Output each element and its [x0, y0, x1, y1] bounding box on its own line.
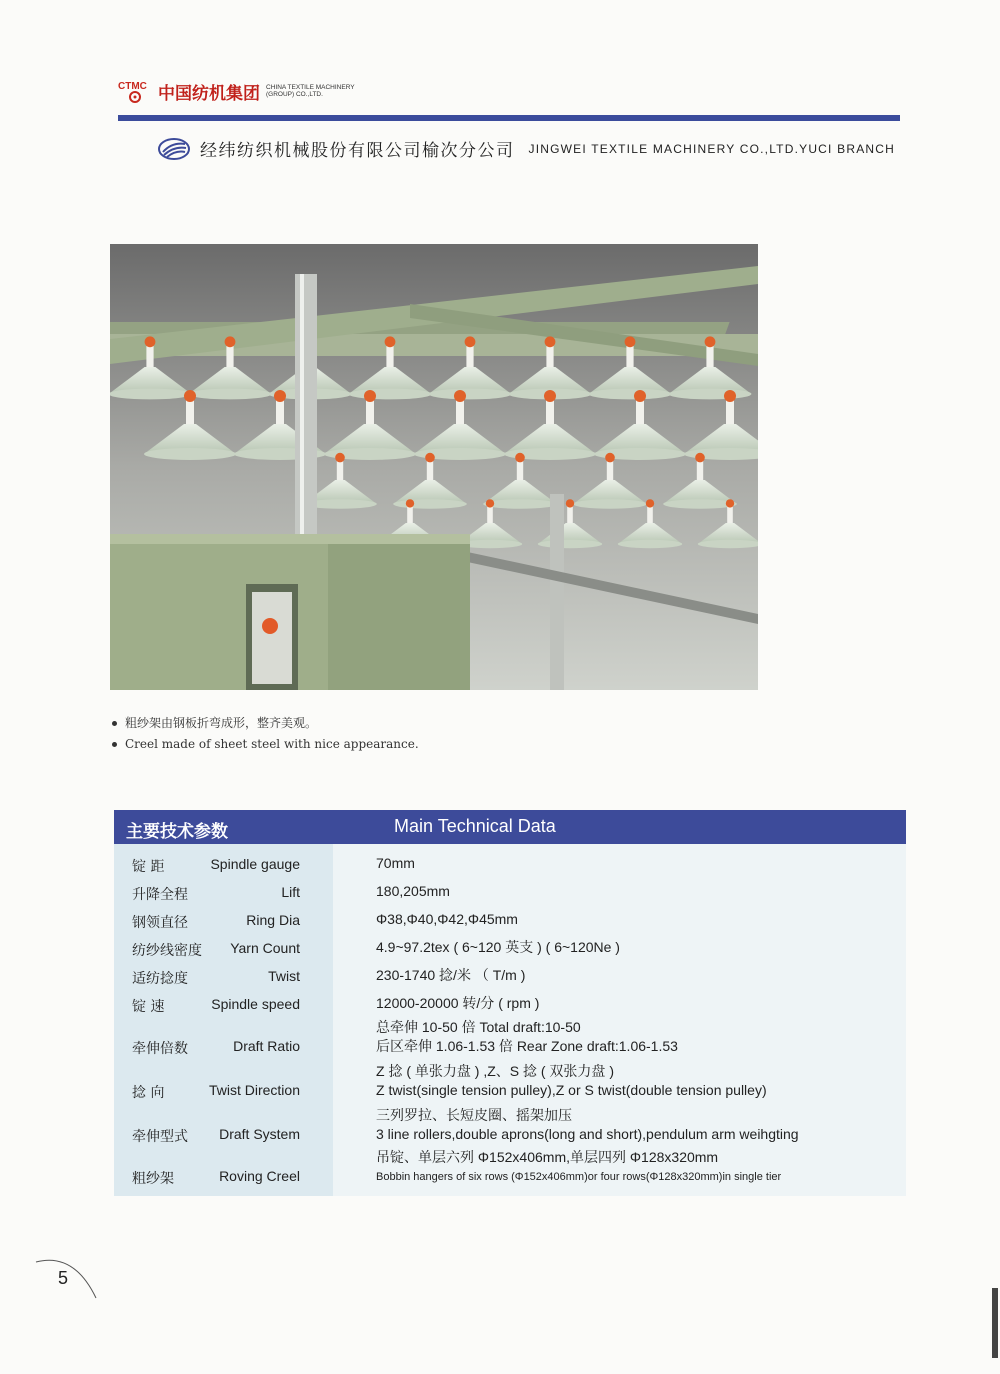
- row-value-line-1: 总牵伸 10-50 倍 Total draft:10-50: [376, 1019, 581, 1035]
- bobbin-cap: [274, 390, 286, 402]
- bobbin-cone-rim: [669, 389, 752, 400]
- bobbin-cap: [605, 453, 615, 463]
- row-label-cn: 粗纱架: [132, 1171, 174, 1187]
- row-value-line-1: 吊锭、单层六列 Φ152x406mm,单层四列 Φ128x320mm: [376, 1149, 719, 1165]
- row-value: 230-1740 捻/米 （ T/m ): [376, 967, 526, 983]
- jingwei-logo-icon: [158, 138, 190, 160]
- bullet-icon: [112, 721, 117, 726]
- company-name-en: JINGWEI TEXTILE MACHINERY CO.,LTD.YUCI BRANCH: [528, 141, 895, 156]
- caption-en: Creel made of sheet steel with nice appearance.: [125, 737, 419, 751]
- bobbin-cone-rim: [144, 448, 236, 460]
- bobbin-cap: [515, 453, 525, 463]
- bobbin-cap: [145, 336, 156, 347]
- bobbin-cone-rim: [429, 389, 512, 400]
- bobbin-cone-rim: [189, 389, 272, 400]
- row-label-cn: 牵伸倍数: [132, 1041, 188, 1057]
- row-label-en: Lift: [281, 884, 300, 900]
- bobbin-cone-rim: [663, 499, 737, 509]
- company-name-cn: 经纬纺织机械股份有限公司榆次分公司: [200, 141, 515, 161]
- row-value: Φ38,Φ40,Φ42,Φ45mm: [376, 911, 518, 927]
- ctmc-gear-icon: [118, 79, 152, 103]
- company-line: [158, 136, 895, 161]
- photo-caption: [112, 714, 419, 757]
- bobbin-cap: [625, 336, 636, 347]
- bobbin-cap: [406, 499, 414, 507]
- bobbin-cone-rim: [110, 389, 191, 400]
- row-value: 12000-20000 转/分 ( rpm ): [376, 995, 540, 1011]
- ctmc-logo-text: CTMC: [118, 81, 147, 92]
- row-label-cn: 捻 向: [132, 1085, 165, 1101]
- bobbin-cone-rim: [573, 499, 647, 509]
- bobbin-cone-rim: [483, 499, 557, 509]
- bobbin-cap: [566, 499, 574, 507]
- row-label-en: Spindle speed: [211, 996, 300, 1012]
- row-label-en: Yarn Count: [230, 940, 300, 956]
- table-title-cn: 主要技术参数: [126, 822, 228, 842]
- bobbin-cap: [454, 390, 466, 402]
- table-header: [114, 810, 906, 844]
- group-logo: [118, 78, 384, 104]
- row-label-en: Draft Ratio: [233, 1038, 300, 1054]
- row-label-cn: 升降全程: [132, 887, 188, 903]
- caption-cn: 粗纱架由钢板折弯成形，整齐美观。: [125, 716, 318, 730]
- row-value-line-2: Bobbin hangers of six rows (Φ152x406mm)or four rows(Φ128x320mm)in single tier: [376, 1171, 782, 1183]
- row-value-line-1: 三列罗拉、长短皮圈、摇架加压: [376, 1107, 572, 1123]
- bobbin-cap: [634, 390, 646, 402]
- page-edge-mark: [992, 1288, 998, 1358]
- bobbin-cap: [486, 499, 494, 507]
- row-value: 180,205mm: [376, 883, 450, 899]
- bobbin-cap: [646, 499, 654, 507]
- page-number: 5: [58, 1268, 69, 1288]
- row-label-cn: 牵伸型式: [132, 1129, 188, 1145]
- bobbin-cap: [465, 336, 476, 347]
- bobbin-cap: [335, 453, 345, 463]
- row-label-en: Ring Dia: [246, 912, 300, 928]
- row-value-line-2: 3 line rollers,double aprons(long and short),pendulum arm weihgting: [376, 1126, 799, 1142]
- bobbin-cap: [724, 390, 736, 402]
- bobbin-cap: [544, 390, 556, 402]
- row-label-en: Twist: [268, 968, 300, 984]
- row-value-line-2: 后区牵伸 1.06-1.53 倍 Rear Zone draft:1.06-1.53: [376, 1038, 678, 1054]
- group-name-en: CHINA TEXTILE MACHINERY (GROUP) CO.,LTD.: [266, 84, 355, 98]
- bobbin-cap: [695, 453, 705, 463]
- row-label-en: Twist Direction: [208, 1082, 300, 1098]
- row-label-cn: 钢领直径: [132, 915, 188, 931]
- row-label-en: Roving Creel: [219, 1168, 300, 1184]
- bobbin-cone-rim: [349, 389, 432, 400]
- creel-photo: [110, 244, 758, 690]
- bobbin-cap: [425, 453, 435, 463]
- bobbin-cap: [225, 336, 236, 347]
- bobbin-cap: [726, 499, 734, 507]
- technical-data-table: [114, 844, 906, 1196]
- group-name-cn: 中国纺机集团: [158, 83, 260, 104]
- bobbin-cone-rim: [589, 389, 672, 400]
- bobbin-cap: [705, 336, 716, 347]
- header-rule: [118, 115, 900, 121]
- row-label-cn: 锭 距: [132, 859, 165, 875]
- bobbin-cap: [364, 390, 376, 402]
- row-label-en: Draft System: [219, 1126, 300, 1142]
- row-label-cn: 锭 速: [132, 999, 165, 1015]
- bobbin-cap: [184, 390, 196, 402]
- bobbin-cone-rim: [393, 499, 467, 509]
- bobbin-cap: [545, 336, 556, 347]
- row-label-cn: 纺纱线密度: [132, 943, 202, 959]
- row-label-cn: 适纺捻度: [132, 971, 188, 987]
- row-value-line-2: Z twist(single tension pulley),Z or S twist(double tension pulley): [376, 1082, 767, 1098]
- row-value: 4.9~97.2tex ( 6~120 英支 ) ( 6~120Ne ): [376, 939, 620, 955]
- table-title-en: Main Technical Data: [394, 816, 556, 836]
- row-value-line-1: Z 捻 ( 单张力盘 ) ,Z、S 捻 ( 双张力盘 ): [376, 1063, 614, 1079]
- bullet-icon: [112, 742, 117, 747]
- bobbin-cone-rim: [618, 540, 682, 548]
- bobbin-cone-rim: [538, 540, 602, 548]
- row-value: 70mm: [376, 855, 415, 871]
- row-label-en: Spindle gauge: [210, 856, 300, 872]
- bobbin-cap: [385, 336, 396, 347]
